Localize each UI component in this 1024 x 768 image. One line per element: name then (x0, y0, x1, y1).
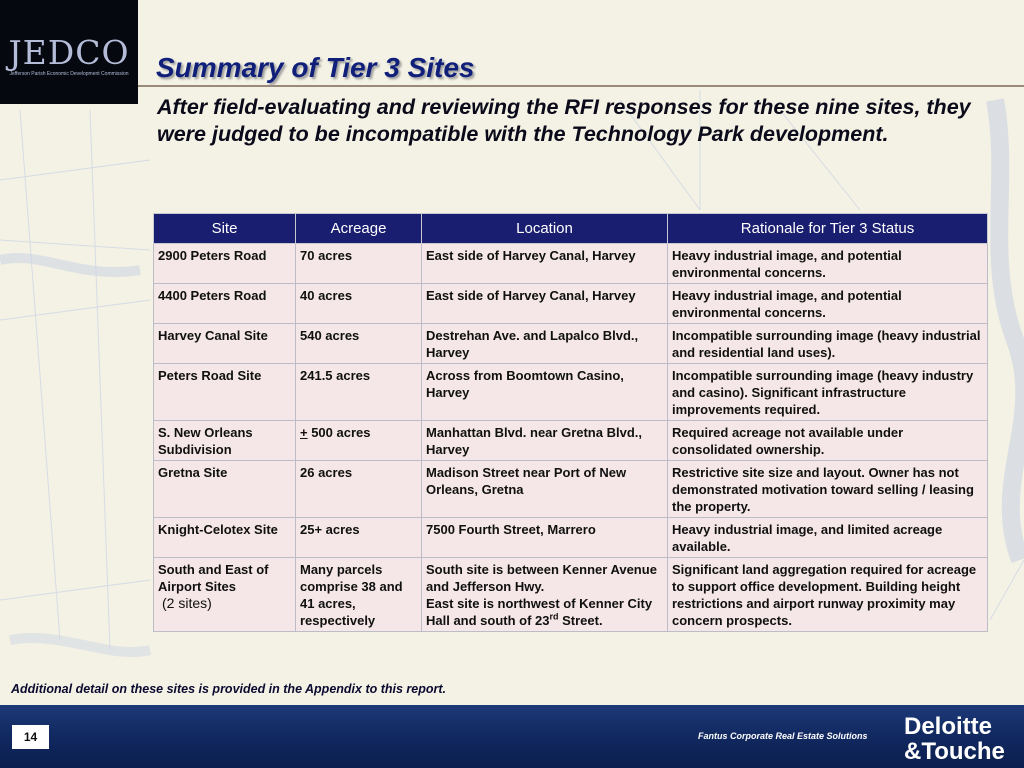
cell-acreage (296, 421, 422, 461)
cell-rationale: Heavy industrial image, and potential environmental concerns. (668, 284, 988, 324)
cell-site: Peters Road Site (154, 364, 296, 421)
footer-bar (0, 705, 1024, 768)
deloitte-line-2: &Touche (904, 738, 1005, 765)
cell-acreage: 540 acres (296, 324, 422, 364)
cell-rationale: Incompatible surrounding image (heavy industrial and residential land uses). (668, 324, 988, 364)
cell-site: Gretna Site (154, 461, 296, 518)
cell-acreage: 26 acres (296, 461, 422, 518)
header-rationale: Rationale for Tier 3 Status (668, 214, 988, 244)
cell-rationale: Required acreage not available under consolidated ownership. (668, 421, 988, 461)
deloitte-line-1: Deloitte (904, 713, 993, 740)
table-row (154, 244, 988, 284)
cell-location: Destrehan Ave. and Lapalco Blvd., Harvey (422, 324, 668, 364)
cell-rationale: Incompatible surrounding image (heavy industry and casino). Significant infrastructure improvements required. (668, 364, 988, 421)
cell-rationale: Restrictive site size and layout. Owner has not demonstrated motivation toward selling / leasing the property. (668, 461, 988, 518)
cell-location: East side of Harvey Canal, Harvey (422, 244, 668, 284)
site-note: (2 sites) (162, 595, 212, 611)
table-row (154, 284, 988, 324)
cell-acreage: 70 acres (296, 244, 422, 284)
table-row (154, 558, 988, 632)
cell-site: S. New Orleans Subdivision (154, 421, 296, 461)
table-row (154, 324, 988, 364)
acreage-value: 500 acres (307, 425, 371, 440)
table-row (154, 518, 988, 558)
header-acreage: Acreage (296, 214, 422, 244)
page-title: Summary of Tier 3 Sites (156, 52, 475, 83)
table-header-row (154, 214, 988, 244)
location-line-2-post: Street. (558, 613, 603, 628)
table-row (154, 364, 988, 421)
location-line-2 (426, 595, 663, 629)
footer-tagline: Fantus Corporate Real Estate Solutions (698, 731, 868, 741)
jedco-logo (0, 0, 138, 104)
page-subtitle: After field-evaluating and reviewing the RFI responses for these nine sites, they were judged to be incompatible with the Technology Park development. (157, 95, 971, 146)
cell-acreage: 241.5 acres (296, 364, 422, 421)
cell-acreage: 40 acres (296, 284, 422, 324)
title-divider (138, 85, 1024, 87)
cell-acreage: Many parcels comprise 38 and 41 acres, respectively (296, 558, 422, 632)
cell-location (422, 558, 668, 632)
logo-subtitle: Jefferson Parish Economic Development Commission (9, 70, 129, 77)
cell-rationale: Heavy industrial image, and limited acreage available. (668, 518, 988, 558)
cell-site (154, 558, 296, 632)
ordinal-suffix: rd (549, 611, 559, 622)
cell-location: Across from Boomtown Casino, Harvey (422, 364, 668, 421)
cell-site: Harvey Canal Site (154, 324, 296, 364)
location-line-1: South site is between Kenner Avenue and Jefferson Hwy. (426, 562, 657, 594)
cell-site: 4400 Peters Road (154, 284, 296, 324)
header-location: Location (422, 214, 668, 244)
logo-name: JEDCO (8, 32, 130, 72)
cell-rationale: Significant land aggregation required for acreage to support office development. Building height restrictions and airport runway proximity may concern prospects. (668, 558, 988, 632)
location-line-2-pre: East site is northwest of Kenner City Hall and south of 23 (426, 596, 653, 628)
site-name: South and East of Airport Sites (158, 562, 269, 594)
footnote: Additional detail on these sites is provided in the Appendix to this report. (11, 682, 446, 696)
page-number: 14 (12, 725, 49, 749)
cell-site: 2900 Peters Road (154, 244, 296, 284)
tier3-sites-table (153, 213, 987, 632)
cell-site: Knight-Celotex Site (154, 518, 296, 558)
cell-location: Madison Street near Port of New Orleans, Gretna (422, 461, 668, 518)
cell-rationale: Heavy industrial image, and potential environmental concerns. (668, 244, 988, 284)
table-row (154, 421, 988, 461)
deloitte-logo (904, 714, 1005, 764)
cell-location: Manhattan Blvd. near Gretna Blvd., Harvey (422, 421, 668, 461)
cell-location: 7500 Fourth Street, Marrero (422, 518, 668, 558)
table-row (154, 461, 988, 518)
cell-acreage: 25+ acres (296, 518, 422, 558)
cell-location: East side of Harvey Canal, Harvey (422, 284, 668, 324)
plus-minus-symbol: + (300, 425, 308, 440)
header-site: Site (154, 214, 296, 244)
